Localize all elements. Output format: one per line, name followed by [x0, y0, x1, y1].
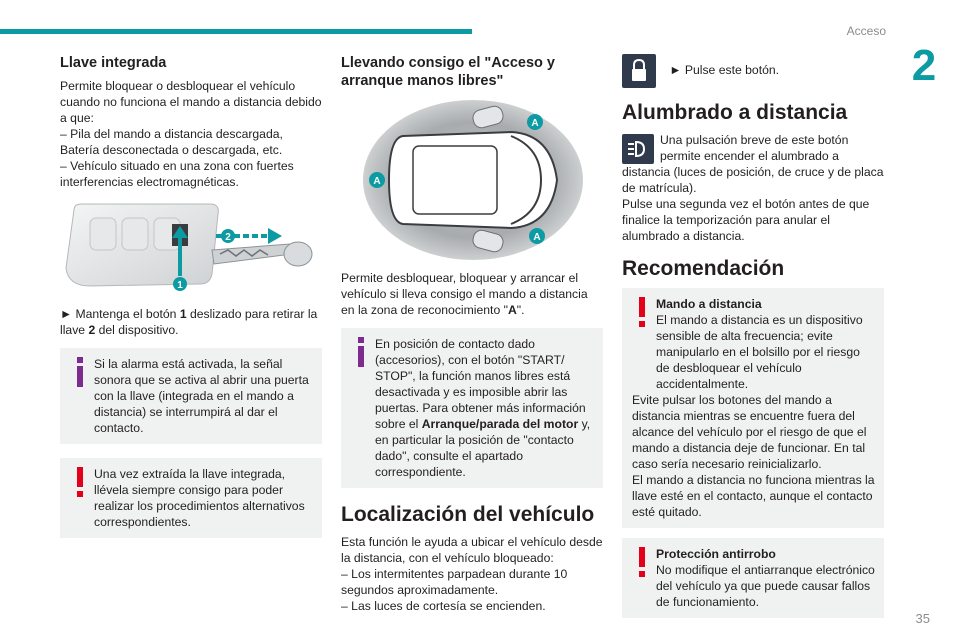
push-instruction: ► Pulse este botón. — [669, 63, 780, 77]
alumbrado-text-2: Pulse una segunda vez el botón antes de que finalice la temporización para anular el alumbrado a distancia. — [622, 197, 870, 243]
bullet-item: – Vehículo situado en una zona con fuertes interferencias electromagnéticas. — [60, 159, 294, 189]
instruction-text: ► Mantenga el botón 1 deslizado para retirar la llave 2 del dispositivo. — [60, 307, 318, 337]
info-icon — [350, 337, 372, 367]
info-icon — [69, 357, 91, 387]
key-fob-illustration — [60, 200, 322, 298]
fob-button — [122, 218, 148, 250]
warning-note-text: Evite pulsar los botones del mando a distancia mientras se encuentre fuera del alcance del vehículo por el riesgo de que el mando a distancia deje de funcionar. En tal caso sería necesario reinicializarlo. — [632, 393, 867, 471]
warning-note-text: Una vez extraída la llave integrada, llévela siempre consigo para poder realizar los procedimientos alternativos correspondientes. — [94, 467, 305, 529]
alumbrado-text: Una pulsación breve de este botón permite encender el alumbrado a distancia (luces de posición, de cruce y de placa de matrícula). — [622, 133, 884, 195]
callout-1: 1 — [177, 280, 183, 291]
warning-note-title: Mando a distancia — [656, 297, 762, 311]
heading-recomendacion: Recomendación — [622, 257, 785, 280]
svg-text:A: A — [373, 176, 381, 187]
fob-button — [90, 218, 116, 250]
info-note — [341, 328, 603, 488]
section-title: Acceso — [846, 24, 886, 38]
heading-localizacion: Localización del vehículo — [341, 503, 595, 526]
svg-text:A: A — [531, 118, 539, 129]
svg-text:A: A — [533, 232, 541, 243]
column-middle — [341, 54, 603, 614]
warning-note-title: Protección antirrobo — [656, 547, 776, 561]
warning-note-text: No modifique el antiarranque electrónico del vehículo ya que puede causar fallos de funcionamiento. — [656, 563, 875, 609]
warning-icon — [69, 467, 91, 497]
warning-note-text: El mando a distancia es un dispositivo sensible de alta frecuencia; evite manipularlo en el bolsillo por el riesgo de desbloquear el vehículo accidentalmente. — [656, 313, 863, 391]
hands-free-description: Permite desbloquear, bloquear y arrancar el vehículo si lleva consigo el mando a distancia en la zona de reconocimiento "A". — [341, 271, 588, 317]
info-note — [60, 348, 322, 444]
alumbrado-block — [622, 132, 884, 244]
column-right — [622, 54, 884, 618]
info-note-text: Si la alarma está activada, la señal sonora que se activa al abrir una puerta con la llave (integrada en el mando a distancia) se interrumpirá al dar el contacto. — [94, 357, 309, 435]
page-number: 35 — [915, 611, 930, 626]
info-note-text: En posición de contacto dado (accesorios), con el botón "START/ STOP", la función manos libres está desactivada y es imposible abrir las puertas. Para obtener más información sobre el Arranque/parada del motor y, en particular la posición de "contacto dado", consulte el apartado correspondiente. — [375, 337, 591, 479]
header-accent-bar — [0, 29, 472, 34]
heading-acceso-manos-libres: Llevando consigo el "Acceso y arranque manos libres" — [341, 55, 555, 89]
callout-2: 2 — [225, 232, 231, 243]
chapter-number: 2 — [911, 41, 937, 90]
warning-icon — [631, 297, 653, 327]
bullet-item: – Pila del mando a distancia descargada, Batería desconectada o descargada, etc. — [60, 127, 283, 157]
warning-note — [60, 458, 322, 538]
heading-alumbrado: Alumbrado a distancia — [622, 101, 848, 124]
heading-llave-integrada: Llave integrada — [60, 55, 167, 71]
push-button-row — [622, 54, 884, 88]
bullet-item: – Los intermitentes parpadean durante 10 segundos aproximadamente. — [341, 567, 568, 597]
intro-text: Permite bloquear o desbloquear el vehículo cuando no funciona el mando a distancia debido a que: — [60, 79, 322, 125]
bullet-item: – Las luces de cortesía se encienden. — [341, 599, 546, 613]
warning-note-text: El mando a distancia no funciona mientras la llave esté en el contacto, aunque el contacto esté quitado. — [632, 473, 875, 519]
headlight-button-icon — [622, 134, 654, 164]
warning-note — [622, 288, 884, 528]
key-head — [284, 242, 312, 266]
padlock-button-icon — [622, 54, 656, 88]
metal-key-blade — [212, 244, 292, 264]
localizacion-intro: Esta función le ayuda a ubicar el vehículo desde la distancia, con el vehículo bloqueado: — [341, 535, 603, 565]
warning-icon — [631, 547, 653, 577]
column-left — [60, 54, 322, 538]
warning-note — [622, 538, 884, 618]
recognition-zone-illustration — [341, 96, 603, 264]
